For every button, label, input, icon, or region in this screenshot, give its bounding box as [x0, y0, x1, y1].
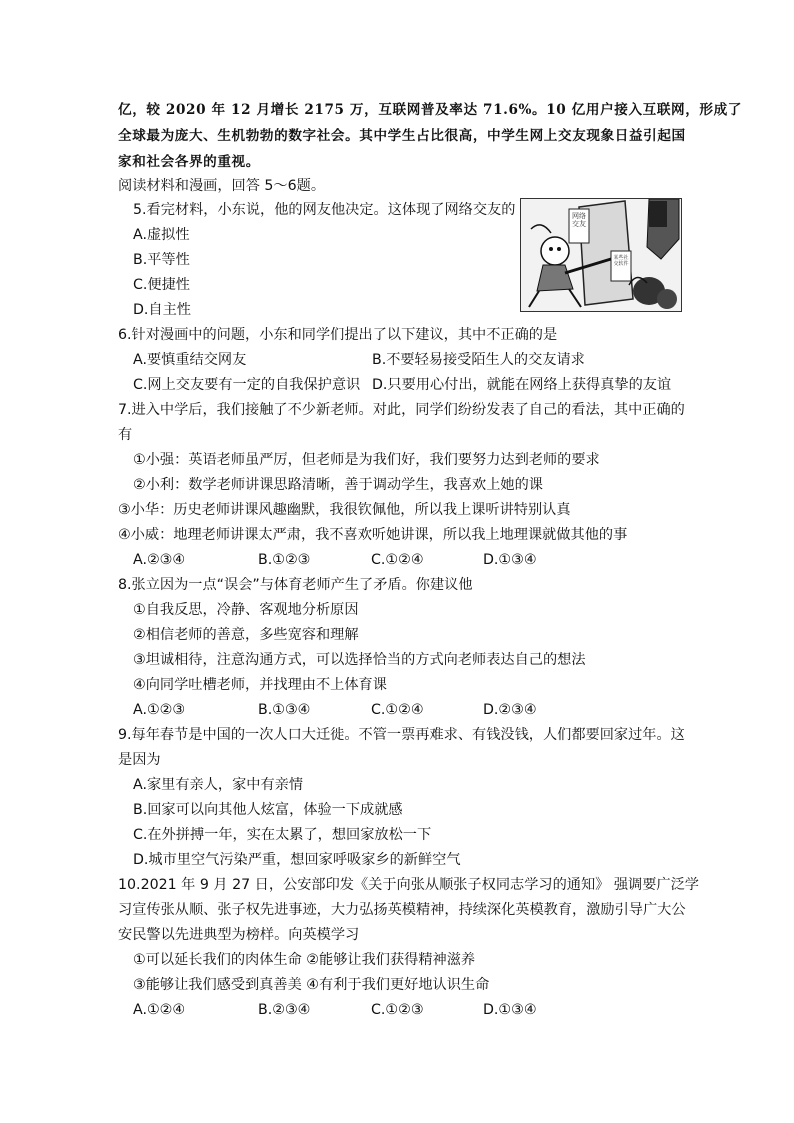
q7-item-1: ①小强：英语老师虽严厉，但老师是为我们好，我们要努力达到老师的要求 — [133, 452, 600, 468]
q8-option-c: C.①②④ — [371, 702, 424, 718]
q5-option-a: A.虚拟性 — [133, 227, 190, 243]
q8-option-a: A.①②③ — [133, 702, 186, 718]
q8-stem: 8.张立因为一点“误会”与体育老师产生了矛盾。你建议他 — [118, 577, 473, 593]
q10-stem-2: 习宣传张从顺、张子权先进事迹，大力弘扬英模精神，持续深化英模教育，激励引导广大公 — [118, 902, 686, 918]
q8-item-2: ②相信老师的善意，多些宽容和理解 — [133, 627, 359, 643]
q6-stem: 6.针对漫画中的问题，小东和同学们提出了以下建议，其中不正确的是 — [118, 327, 558, 343]
instruction: 阅读材料和漫画，回答 5～6题。 — [118, 178, 326, 194]
q5-option-d: D.自主性 — [133, 302, 191, 318]
intro-line-3: 家和社会各界的重视。 — [118, 154, 260, 170]
cartoon-image — [520, 198, 682, 312]
q10-stem-3: 安民警以先进典型为榜样。向英模学习 — [118, 927, 360, 943]
cartoon-doc-text: 某些社交软件 — [613, 255, 629, 267]
q9-option-c: C.在外拼搏一年，实在太累了，想回家放松一下 — [133, 827, 432, 843]
intro-line-2: 全球最为庞大、生机勃勃的数字社会。其中学生占比很高，中学生网上交友现象日益引起国 — [118, 128, 686, 144]
q8-option-d: D.②③④ — [483, 702, 537, 718]
q7-item-3: ③小华：历史老师讲课风趣幽默，我很钦佩他，所以我上课听讲特别认真 — [118, 502, 571, 518]
q10-items-1: ①可以延长我们的肉体生命 ②能够让我们获得精神滋养 — [133, 952, 476, 968]
q9-option-b: B.回家可以向其他人炫富，体验一下成就感 — [133, 802, 403, 818]
q7-option-c: C.①②④ — [371, 552, 424, 568]
q9-option-d: D.城市里空气污染严重，想回家呼吸家乡的新鲜空气 — [133, 852, 461, 868]
cartoon-sign-text: 网络交友 — [572, 212, 586, 228]
cartoon-drawing — [521, 199, 681, 311]
q6-option-d: D.只要用心付出，就能在网络上获得真挚的友谊 — [372, 377, 672, 393]
q10-option-a: A.①②④ — [133, 1002, 186, 1018]
q5-stem: 5.看完材料，小东说，他的网友他决定。这体现了网络交友的 — [133, 202, 516, 218]
q7-item-4: ④小威：地理老师讲课太严肃，我不喜欢听她讲课，所以我上地理课就做其他的事 — [118, 527, 628, 543]
q6-option-b: B.不要轻易接受陌生人的交友请求 — [372, 352, 585, 368]
q9-stem-2: 是因为 — [118, 752, 161, 768]
q10-stem-1: 10.2021 年 9 月 27 日，公安部印发《关于向张从顺张子权同志学习的通知》 强调要广泛学 — [118, 877, 699, 893]
q7-stem-2: 有 — [118, 427, 133, 443]
q10-option-d: D.①③④ — [483, 1002, 537, 1018]
q7-option-b: B.①②③ — [258, 552, 311, 568]
q7-option-a: A.②③④ — [133, 552, 186, 568]
q7-option-d: D.①③④ — [483, 552, 537, 568]
q10-items-2: ③能够让我们感受到真善美 ④有利于我们更好地认识生命 — [133, 977, 490, 993]
q9-option-a: A.家里有亲人，家中有亲情 — [133, 777, 304, 793]
q8-option-b: B.①③④ — [258, 702, 311, 718]
q7-stem-1: 7.进入中学后，我们接触了不少新老师。对此，同学们纷纷发表了自己的看法，其中正确的 — [118, 402, 685, 418]
q10-option-b: B.②③④ — [258, 1002, 311, 1018]
q8-item-3: ③坦诚相待，注意沟通方式，可以选择恰当的方式向老师表达自己的想法 — [133, 652, 586, 668]
intro-line-1: 亿，较 2020 年 12 月增长 2175 万，互联网普及率达 71.6%。10 亿用户接入互联网，形成了 — [118, 102, 743, 118]
q6-option-c: C.网上交友要有一定的自我保护意识 — [133, 377, 361, 393]
q9-stem-1: 9.每年春节是中国的一次人口大迁徙。不管一票再难求、有钱没钱，人们都要回家过年。这 — [118, 727, 685, 743]
q5-option-c: C.便捷性 — [133, 277, 190, 293]
q10-option-c: C.①②③ — [371, 1002, 424, 1018]
q8-item-4: ④向同学吐槽老师，并找理由不上体育课 — [133, 677, 387, 693]
q6-option-a: A.要慎重结交网友 — [133, 352, 247, 368]
q5-option-b: B.平等性 — [133, 252, 190, 268]
q8-item-1: ①自我反思，冷静、客观地分析原因 — [133, 602, 359, 618]
q7-item-2: ②小利：数学老师讲课思路清晰，善于调动学生，我喜欢上她的课 — [133, 477, 543, 493]
